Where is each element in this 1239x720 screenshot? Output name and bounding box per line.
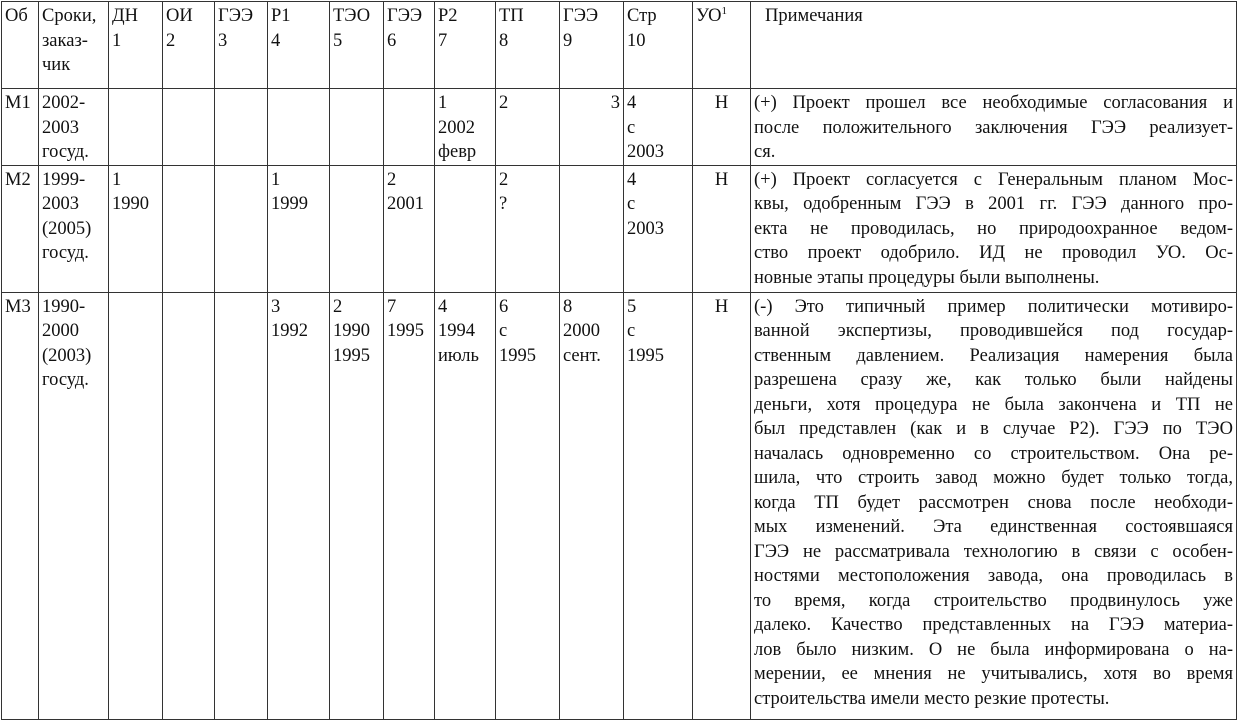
cell-line: 2: [387, 169, 397, 190]
cell-line: 1: [438, 93, 448, 113]
cell-line: 2003: [627, 142, 664, 162]
cell-line: то время, когда строительство продвинулось уже: [754, 590, 1233, 611]
cell-line: 4: [271, 30, 281, 51]
cell-line: 1992: [271, 321, 308, 341]
cell-line: с: [627, 117, 636, 138]
cell-line: ТЭО: [333, 6, 371, 26]
cell-line: после положительного заключения ГЭЭ реализует-: [754, 117, 1233, 138]
cell-line: 1995: [387, 321, 424, 341]
cell-line: далеко. Качество представленных на ГЭЭ материа-: [754, 615, 1233, 635]
header-r1: [268, 2, 330, 89]
cell-line: ственным давлением. Реализация намерения была: [754, 345, 1233, 366]
cell-line: 1994: [438, 321, 475, 341]
cell-line: 1995: [333, 345, 370, 366]
cell-line: 2: [499, 169, 509, 190]
cell-line: 4: [438, 296, 448, 317]
cell-line: разрешена сразу же, как только были найдены: [754, 370, 1233, 390]
cell-dn: [109, 89, 163, 166]
cell-line: 5: [333, 30, 343, 51]
cell-line: ГЭЭ не рассматривала технологию в связи с особен-: [754, 541, 1233, 562]
cell-line: ?: [499, 194, 508, 214]
cell-line: Сроки,: [42, 6, 97, 26]
cell-uo: Н: [693, 89, 751, 166]
cell-oi: [163, 292, 215, 719]
cell-notes: [751, 165, 1237, 292]
procedures-table: [1, 1, 1237, 720]
cell-line: с: [627, 321, 636, 341]
cell-notes: [751, 292, 1237, 719]
cell-line: ностями местоположения завода, она проводилась в: [754, 566, 1233, 586]
cell-line: ство проект одобрило. ИД не проводил УО. Ос-: [754, 243, 1233, 263]
cell-line: 6: [387, 30, 397, 51]
cell-line: мых изменений. Эта единственная состоявшаяся: [754, 517, 1233, 537]
cell-line: екта не проводилась, но природоохранное ведом-: [754, 218, 1233, 239]
header-uo-footnote: 1: [721, 5, 728, 17]
cell-notes: [751, 89, 1237, 166]
cell-line: Р2: [438, 6, 458, 26]
cell-gee6: [384, 89, 435, 166]
cell-line: шила, что строить завод можно будет только тогда,: [754, 468, 1233, 488]
cell-line: 1990: [333, 321, 370, 341]
cell-line: госуд.: [42, 243, 89, 263]
cell-line: 7: [387, 296, 397, 317]
cell-tp: [496, 89, 560, 166]
cell-teo: [330, 165, 384, 292]
cell-gee9: [560, 165, 624, 292]
header-gee6: [384, 2, 435, 89]
cell-gee9: [560, 292, 624, 719]
cell-line: 1995: [627, 345, 664, 366]
cell-line: был представлен (как и в случае Р2). ГЭЭ по ТЭО: [754, 419, 1233, 439]
cell-line: февр: [438, 142, 477, 162]
cell-line: мерении, ее мнения не учитывались, хотя во время: [754, 664, 1233, 684]
header-gee3: [215, 2, 268, 89]
cell-line: госуд.: [42, 142, 89, 162]
header-gee9: [560, 2, 624, 89]
cell-line: ТП: [499, 6, 524, 26]
cell-sroki: [39, 165, 109, 292]
cell-line: (+) Проект согласуется с Генеральным планом Мос-: [754, 169, 1233, 190]
cell-line: М3: [5, 296, 31, 317]
cell-tp: [496, 292, 560, 719]
header-sroki: [39, 2, 109, 89]
cell-line: началась одновременно со строительством. Она ре-: [754, 443, 1233, 464]
cell-line: 1: [112, 30, 122, 51]
cell-teo: [330, 292, 384, 719]
cell-line: 4: [627, 169, 637, 190]
cell-line: ГЭЭ: [218, 6, 254, 26]
cell-line: 1999-: [42, 169, 86, 190]
header-r2: [435, 2, 496, 89]
header-tp: [496, 2, 560, 89]
header-uo-label: УО: [696, 6, 722, 26]
cell-line: заказ-: [42, 30, 88, 51]
cell-line: 2: [166, 30, 176, 51]
cell-line: М1: [5, 93, 31, 113]
cell-line: госуд.: [42, 370, 89, 390]
cell-uo: Н: [693, 292, 751, 719]
cell-line: 1999: [271, 194, 308, 214]
cell-line: 2002-: [42, 93, 86, 113]
cell-line: 6: [499, 296, 509, 317]
cell-line: М2: [5, 169, 31, 190]
cell-line: 3: [271, 296, 281, 317]
cell-line: 2002: [438, 117, 475, 138]
cell-uo: Н: [693, 165, 751, 292]
cell-str: [624, 292, 693, 719]
cell-str: [624, 165, 693, 292]
cell-line: 2003: [627, 218, 664, 239]
cell-line: (2005): [42, 218, 92, 239]
cell-r1: [268, 89, 330, 166]
cell-line: деньги, хотя процедура не была закончена и ТП не: [754, 394, 1233, 415]
cell-line: ГЭЭ: [563, 6, 599, 26]
cell-tp: [496, 165, 560, 292]
cell-gee6: [384, 165, 435, 292]
cell-line: 4: [627, 93, 637, 113]
cell-line: 10: [627, 30, 646, 51]
header-str: [624, 2, 693, 89]
cell-line: ся.: [754, 142, 776, 162]
cell-line: с: [627, 194, 636, 214]
cell-r2: [435, 292, 496, 719]
cell-line: ДН: [112, 6, 138, 26]
cell-line: строительства имели место резкие протесты.: [754, 688, 1110, 709]
cell-line: ОИ: [166, 6, 193, 26]
cell-teo: [330, 89, 384, 166]
cell-r2: [435, 89, 496, 166]
cell-line: 1: [271, 169, 281, 190]
cell-line: 1990: [112, 194, 149, 214]
cell-gee9: [560, 89, 624, 166]
cell-oi: [163, 165, 215, 292]
cell-line: 2001: [387, 194, 424, 214]
cell-line: 2003: [42, 194, 79, 214]
header-teo: [330, 2, 384, 89]
cell-line: 3: [610, 93, 620, 113]
cell-gee6: [384, 292, 435, 719]
cell-line: когда ТП будет рассмотрен снова после необходи-: [754, 492, 1233, 513]
cell-str: [624, 89, 693, 166]
cell-line: ГЭЭ: [387, 6, 423, 26]
cell-line: 2: [333, 296, 343, 317]
row-id: [2, 165, 39, 292]
header-ob: [2, 2, 39, 89]
cell-line: лов было низким. О не была информирована о на-: [754, 639, 1233, 660]
cell-line: Р1: [271, 6, 291, 26]
cell-line: (+) Проект прошел все необходимые согласования и: [754, 93, 1233, 113]
header-notes: Примечания: [751, 2, 1237, 89]
cell-line: Об: [5, 6, 28, 26]
cell-dn: [109, 165, 163, 292]
header-uo: [693, 2, 751, 89]
cell-line: 8: [499, 30, 509, 51]
cell-r1: [268, 165, 330, 292]
cell-dn: [109, 292, 163, 719]
cell-gee3: [215, 165, 268, 292]
cell-line: 8: [563, 296, 573, 317]
cell-line: июль: [438, 345, 479, 366]
cell-line: квы, одобренным ГЭЭ в 2001 гг. ГЭЭ данного про-: [754, 194, 1233, 214]
row-id: [2, 292, 39, 719]
cell-r2: [435, 165, 496, 292]
cell-line: 2: [499, 93, 509, 113]
table-row: [2, 292, 1237, 719]
cell-gee3: [215, 89, 268, 166]
cell-line: ванной экспертизы, проводившейся под государ-: [754, 321, 1233, 341]
cell-line: 1995: [499, 345, 536, 366]
cell-line: чик: [42, 55, 71, 75]
header-oi: [163, 2, 215, 89]
cell-line: 1990-: [42, 296, 86, 317]
cell-line: 2003: [42, 117, 79, 138]
cell-r1: [268, 292, 330, 719]
cell-line: 5: [627, 296, 637, 317]
cell-line: 2000: [42, 321, 79, 341]
cell-line: Стр: [627, 6, 657, 26]
cell-line: 9: [563, 30, 573, 51]
row-id: [2, 89, 39, 166]
cell-gee3: [215, 292, 268, 719]
cell-line: 3: [218, 30, 228, 51]
header-dn: [109, 2, 163, 89]
cell-line: (2003): [42, 345, 92, 366]
cell-line: 7: [438, 30, 448, 51]
table-row: [2, 165, 1237, 292]
cell-line: 1: [112, 169, 122, 190]
cell-line: сент.: [563, 345, 601, 366]
cell-line: 2000: [563, 321, 600, 341]
header-row: [2, 2, 1237, 89]
cell-oi: [163, 89, 215, 166]
cell-line: с: [499, 321, 508, 341]
cell-line: новные этапы процедуры были выполнены.: [754, 267, 1100, 288]
cell-line: (-) Это типичный пример политически мотивиро-: [754, 296, 1233, 317]
cell-sroki: [39, 89, 109, 166]
cell-sroki: [39, 292, 109, 719]
table-row: [2, 89, 1237, 166]
